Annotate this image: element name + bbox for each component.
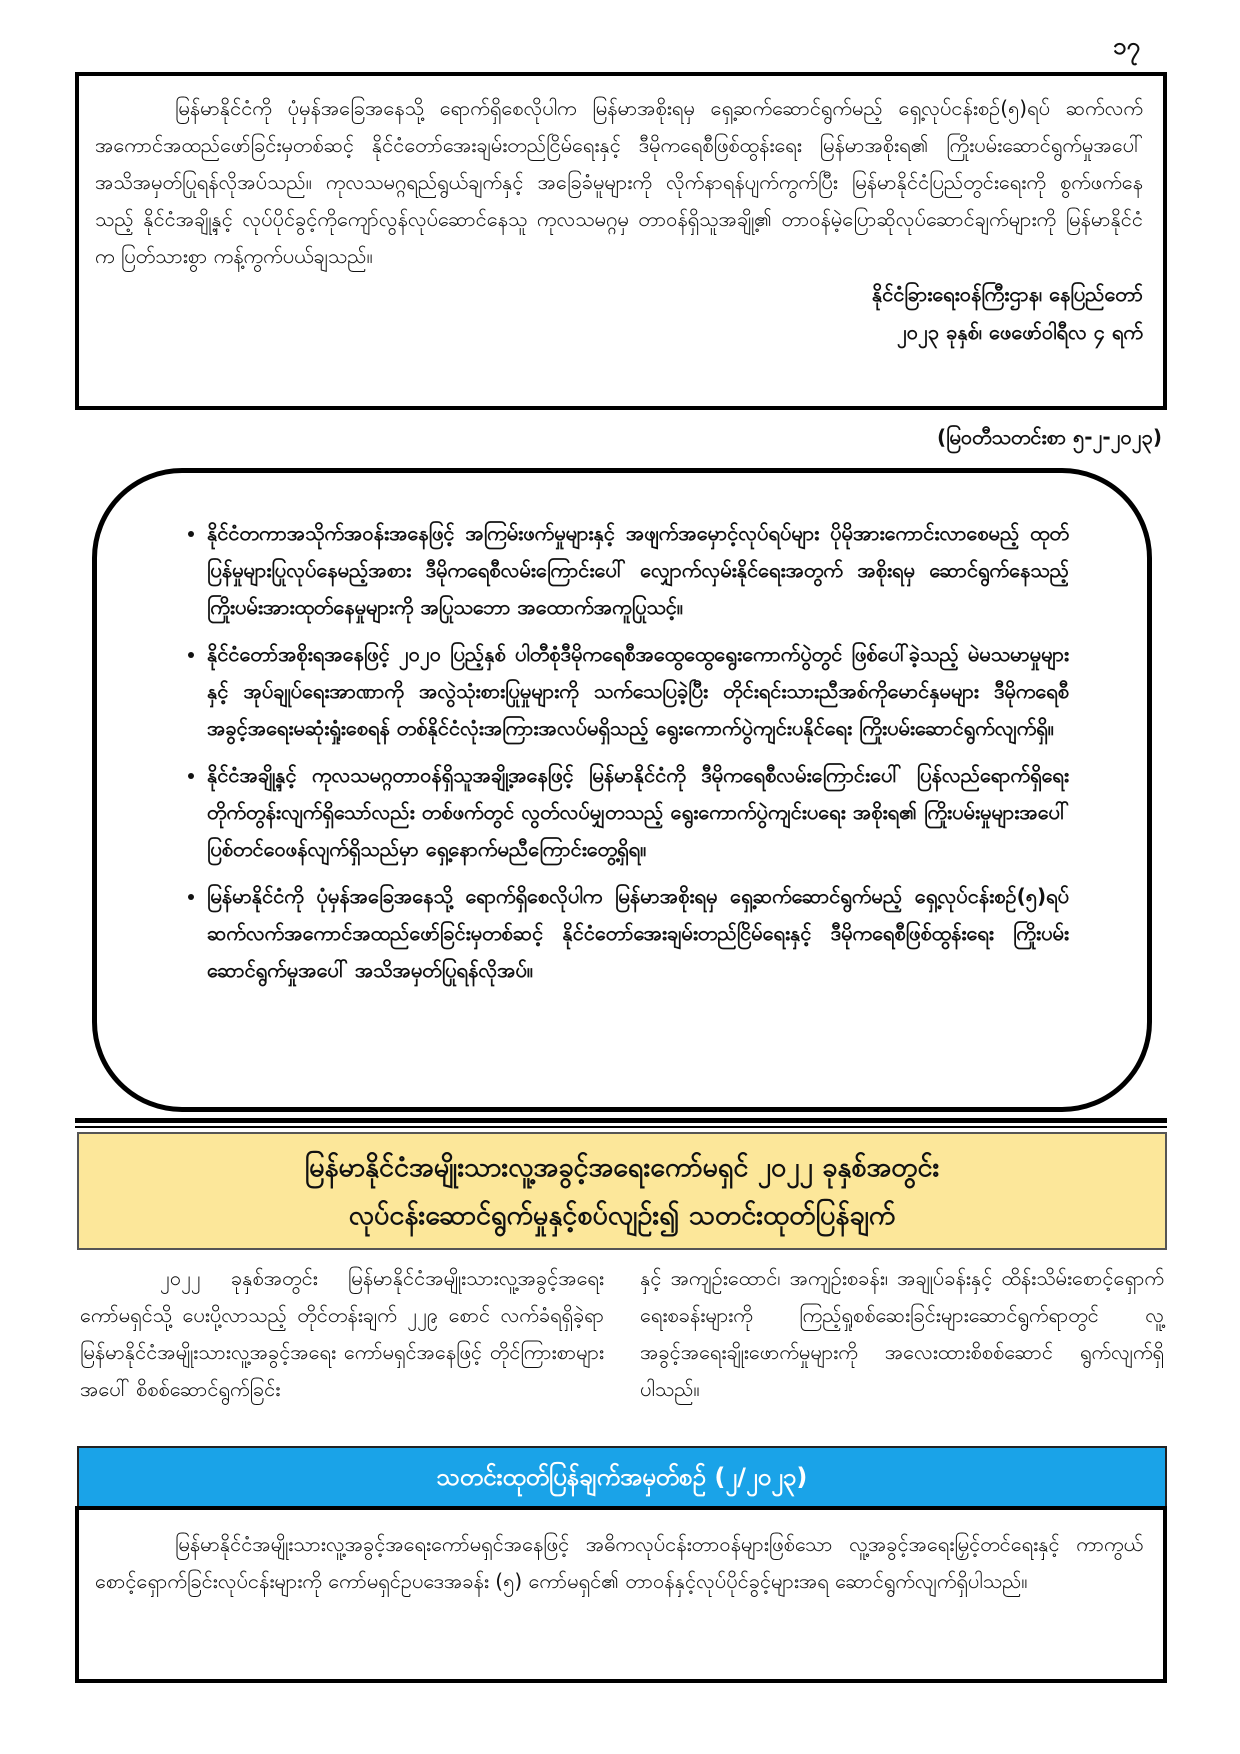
summary-point: • နိုင်ငံအချို့နှင့် ကုလသမဂ္ဂတာဝန်ရှိသူအချို့အနေဖြင့် မြန်မာနိုင်ငံကို ဒီမိုကရေစီလမ်းကြောင်းပေါ် ပြန်လည်ရောက်ရှိရေး တိုက်တွန်းလျက်ရှိသော်လည်း တစ်ဖက်တွင် လွတ်လပ်မျှတသည့် ရွေးကောက်ပွဲကျင်းပရေး အစိုးရ၏ ကြိုးပမ်းမှုများအပေါ် ပြစ်တင်ဝေဖန်လျက်ရှိသည်မှာ ရှေ့နောက်မညီကြောင်းတွေ့ရှိရ။ — [207, 757, 1069, 868]
signature-date: ၂၀၂၃ ခုနှစ်၊ ဖေဖော်ဝါရီလ ၄ ရက် — [896, 320, 1143, 344]
section-divider — [75, 1118, 1167, 1123]
summary-point: • နိုင်ငံတကာအသိုက်အဝန်းအနေဖြင့် အကြမ်းဖက်မှုများနှင့် အဖျက်အမှောင့်လုပ်ရပ်များ ပိုမိုအားကောင်းလာစေမည့် ထုတ်ပြန်မှုများပြုလုပ်နေမည့်အစား ဒီမိုကရေစီလမ်းကြောင်းပေါ် လျှောက်လှမ်းနိုင်ရေးအတွက် အစိုးရမှ ဆောင်ရွက်နေသည့် ကြိုးပမ်းအားထုတ်နေမှုများကို အပြုသဘော အထောက်အကူပြုသင့်။ — [207, 515, 1069, 626]
bulletin-paragraph: မြန်မာနိုင်ငံအမျိုးသားလူ့အခွင့်အရေးကော်မရှင်အနေဖြင့် အဓိကလုပ်ငန်းတာဝန်များဖြစ်သော လူ့အခွင့်အရေးမြှင့်တင်ရေးနှင့် ကာကွယ်စောင့်ရှောက်ခြင်းလုပ်ငန်းများကို ကော်မရှင်ဥပဒေအခန်း (၅) ကော်မရှင်၏ တာဝန်နှင့်လုပ်ပိုင်ခွင့်များအရ ဆောင်ရွက်လျက်ရှိပါသည်။ — [95, 1532, 1143, 1593]
article-columns — [80, 1260, 1164, 1408]
section-divider-thin — [75, 1126, 1167, 1128]
statement-box — [75, 72, 1167, 410]
statement-paragraph: မြန်မာနိုင်ငံကို ပုံမှန်အခြေအနေသို့ ရောက်ရှိစေလိုပါက မြန်မာအစိုးရမှ ရှေ့ဆက်ဆောင်ရွက်မည့် ရှေ့လုပ်ငန်းစဉ်(၅)ရပ် ဆက်လက်အကောင်အထည်ဖော်ခြင်းမှတစ်ဆင့် နိုင်ငံတော်အေးချမ်းတည်ငြိမ်ရေးနှင့် ဒီမိုကရေစီဖြစ်ထွန်းရေး မြန်မာအစိုးရ၏ ကြိုးပမ်းဆောင်ရွက်မှုအပေါ် အသိအမှတ်ပြုရန်လိုအပ်သည်။ ကုလသမဂ္ဂရည်ရွယ်ချက်နှင့် အခြေခံမူများကို လိုက်နာရန်ပျက်ကွက်ပြီး မြန်မာနိုင်ငံပြည်တွင်းရေးကို စွက်ဖက်နေသည့် နိုင်ငံအချို့နှင့် လုပ်ပိုင်ခွင့်ကိုကျော်လွန်လုပ်ဆောင်နေသူ ကုလသမဂ္ဂမှ တာဝန်ရှိသူအချို့၏ တာဝန်မဲ့ပြောဆိုလုပ်ဆောင်ချက်များကို မြန်မာနိုင်ငံက ပြတ်သားစွာ ကန့်ကွက်ပယ်ချသည်။ — [95, 96, 1143, 268]
summary-point: • မြန်မာနိုင်ငံကို ပုံမှန်အခြေအနေသို့ ရောက်ရှိစေလိုပါက မြန်မာအစိုးရမှ ရှေ့ဆက်ဆောင်ရွက်မည့် ရှေ့လုပ်ငန်းစဉ်(၅)ရပ် ဆက်လက်အကောင်အထည်ဖော်ခြင်းမှတစ်ဆင့် နိုင်ငံတော်အေးချမ်းတည်ငြိမ်ရေးနှင့် ဒီမိုကရေစီဖြစ်ထွန်းရေး ကြိုးပမ်းဆောင်ရွက်မှုအပေါ် အသိအမှတ်ပြုရန်လိုအပ်။ — [207, 878, 1069, 989]
headline-line-1: မြန်မာနိုင်ငံအမျိုးသားလူ့အခွင့်အရေးကော်မရှင် ၂၀၂၂ ခုနှစ်အတွင်း — [304, 1152, 940, 1183]
article-left-text: ၂၀၂၂ ခုနှစ်အတွင်း မြန်မာနိုင်ငံအမျိုးသားလူ့အခွင့်အရေးကော်မရှင်သို့ ပေးပို့လာသည့် တိုင်တန်းချက် ၂၂၉ စောင် လက်ခံရရှိခဲ့ရာ မြန်မာနိုင်ငံအမျိုးသားလူ့အခွင့်အရေး ကော်မရှင်အနေဖြင့် တိုင်ကြားစာများအပေါ် စိစစ်ဆောင်ရွက်ခြင်း — [80, 1266, 604, 1401]
article-column-right — [640, 1260, 1164, 1408]
summary-box — [92, 468, 1152, 1112]
page-number: ၁၇ — [1113, 32, 1140, 60]
article-headline — [77, 1132, 1167, 1250]
summary-point: • နိုင်ငံတော်အစိုးရအနေဖြင့် ၂၀၂၀ ပြည့်နှစ် ပါတီစုံဒီမိုကရေစီအထွေထွေရွေးကောက်ပွဲတွင် ဖြစ်ပေါ်ခဲ့သည့် မဲမသမာမှုများနှင့် အုပ်ချုပ်ရေးအာဏာကို အလွဲသုံးစားပြုမှုများကို သက်သေပြခဲ့ပြီး တိုင်းရင်းသားညီအစ်ကိုမောင်နှမများ ဒီမိုကရေစီအခွင့်အရေးမဆုံးရှုံးစေရန် တစ်နိုင်ငံလုံးအကြားအလပ်မရှိသည့် ရွေးကောက်ပွဲကျင်းပနိုင်ရေး ကြိုးပမ်းဆောင်ရွက်လျက်ရှိ။ — [207, 636, 1069, 747]
article-right-text: နှင့် အကျဉ်းထောင်၊ အကျဉ်းစခန်း၊ အချုပ်ခန်းနှင့် ထိန်းသိမ်းစောင့်ရှောက်ရေးစခန်းများကို ကြည့်ရှုစစ်ဆေးခြင်းများဆောင်ရွက်ရာတွင် လူ့အခွင့်အရေးချိုးဖောက်မှုများကို အလေးထားစိစစ်ဆောင် ရွက်လျက်ရှိပါသည်။ — [640, 1266, 1164, 1401]
source-citation: (မြဝတီသတင်းစာ ၅-၂-၂၀၂၃) — [936, 425, 1162, 449]
article-column-left — [80, 1260, 604, 1408]
headline-line-2: လုပ်ငန်းဆောင်ရွက်မှုနှင့်စပ်လျဉ်း၍ သတင်းထုတ်ပြန်ချက် — [348, 1200, 896, 1231]
bulletin-title-bar: သတင်းထုတ်ပြန်ချက်အမှတ်စဉ် (၂/၂၀၂၃) — [77, 1446, 1167, 1508]
summary-list — [157, 515, 1069, 989]
signature-ministry: နိုင်ငံခြားရေးဝန်ကြီးဌာန၊ နေပြည်တော် — [871, 282, 1143, 306]
bulletin-box — [75, 1506, 1167, 1683]
